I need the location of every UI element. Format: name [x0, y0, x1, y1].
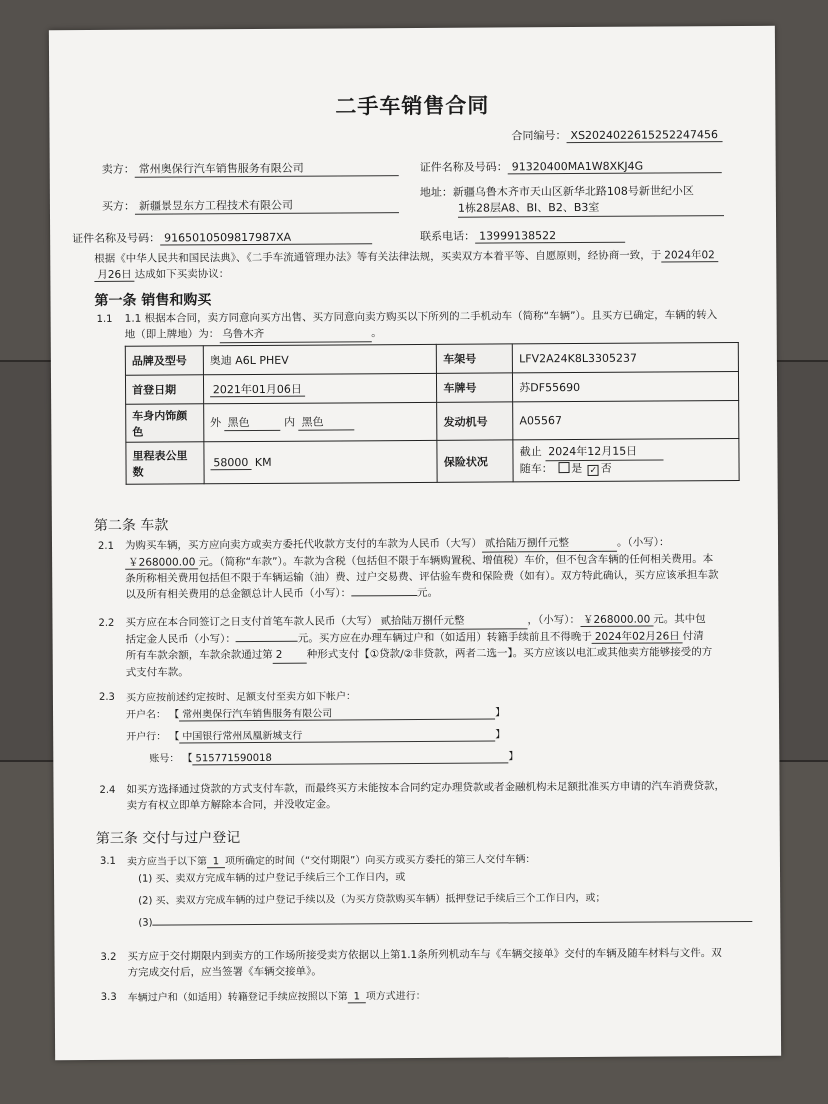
delivery-option: 1 — [207, 856, 225, 868]
account-name-label: 开户名： — [126, 709, 167, 721]
buyer-row — [102, 196, 399, 215]
clause-2-3-number: 2.3 — [98, 691, 115, 703]
color-cell — [203, 402, 437, 441]
clause-2-1-text-2: 元。（简称“车款”）。车款为含税（包括但不限于车辆购置税、增值税）车价，但不包含车辆的任何相关费用。本 — [198, 553, 714, 569]
mileage-value: 58000 — [210, 456, 251, 470]
clause-2-2-number: 2.2 — [98, 617, 115, 629]
vehicle-row — [126, 401, 739, 443]
delivery-option-3-label: (3) — [138, 917, 153, 929]
deposit-blank — [236, 641, 298, 642]
interior-color: 黑色 — [299, 413, 355, 430]
clause-3-3 — [128, 987, 426, 1005]
clause-2-2-text-7: 种形式支付【①贷款/②非贷款，两者二选一】。买方应该以电汇或其他卖方能够接受的方 — [306, 646, 713, 661]
address-line-1: 新疆乌鲁木齐市天山区新华北路108号新世纪小区 — [452, 184, 694, 199]
buyer-cert-value: 9165010509817987XA — [160, 230, 372, 245]
clause-2-2-text-3: 括定金人民币（小写）： — [125, 633, 236, 646]
phone-value: 13999138522 — [475, 229, 625, 244]
bank-name: 中国银行常州凤凰新城支行 — [179, 726, 495, 744]
clause-2-2-text-4: 元。买方应在办理车辆过户和（如适用）转籍手续前且不得晚于 — [297, 630, 592, 645]
clause-2-1-number: 2.1 — [97, 540, 114, 552]
bracket-close: 】 — [495, 707, 506, 719]
seller-cert-label: 证件名称及号码： — [419, 160, 508, 174]
price-amount: ￥268000.00 — [125, 556, 198, 569]
first-payment-capital: 贰拾陆万捌仟元整 — [377, 612, 527, 630]
bracket-close: 】 — [495, 729, 506, 741]
buyer-label: 买方： — [101, 199, 135, 213]
account-number: 515771590018 — [192, 751, 508, 765]
clause-3-2-text: 买方应于交付期限内到卖方的工作场所接受卖方依据以上第1.1条所列机动车与《车辆交接单》交付的车辆及随车材料与文件。双 — [127, 947, 722, 963]
article-1-heading: 第一条 销售和购买 — [94, 292, 212, 309]
phone-label: 联系电话： — [420, 229, 476, 243]
clause-3-3-number: 3.3 — [100, 991, 117, 1003]
article-2-heading: 第二条 车款 — [93, 517, 169, 534]
checkbox-yes[interactable] — [558, 462, 569, 473]
vin-value: LFV2A24K8L3305237 — [513, 343, 739, 373]
address-line-2: 1栋28层A8、BI、B2、B3室 — [458, 199, 724, 218]
bracket-open: 【 — [182, 753, 193, 765]
clause-2-2-text-8: 式支付车款。 — [125, 666, 189, 679]
transfer-option: 1 — [348, 991, 366, 1003]
mileage-label: 里程表公里数 — [126, 442, 204, 484]
clause-2-3-text: 买方应按前述约定按时、足额支付至卖方如下帐户： — [125, 691, 356, 704]
engine-label: 发动机号 — [437, 402, 513, 440]
clause-period: 。 — [371, 327, 382, 340]
bracket-close: 】 — [508, 751, 519, 763]
clause-3-3-text: 车辆过户和（如适用）转籍登记手续应按照以下第 — [127, 991, 348, 1004]
clause-2-4-text: 如买方选择通过贷款的方式支付车款，而最终买方未能按本合同约定办理贷款或者金融机构未足额批准买方申请的汽车消费贷款， — [126, 780, 726, 796]
clause-1-1 — [125, 307, 765, 344]
mileage-unit: KM — [254, 455, 272, 469]
clause-2-4 — [126, 778, 772, 814]
phone-row — [420, 227, 625, 244]
vin-label: 车架号 — [437, 344, 513, 373]
clause-1-1-text: 1.1 根据本合同，卖方同意向买方出售、买方同意向卖方购买以下所列的二手机动车（简称“车辆”）。且买方已确定，车辆的转入 — [124, 309, 718, 325]
clause-2-1-text: 为购买车辆，买方应向卖方或卖方委托代收款方支付的车款为人民币（大写） — [124, 537, 483, 552]
brand-value: 奥迪 A6L PHEV — [203, 344, 437, 374]
registration-place: 乌鲁木齐 — [219, 325, 371, 343]
plate-value: 苏DF55690 — [513, 372, 739, 402]
color-label: 车身内饰颜色 — [126, 404, 204, 442]
first-reg-value: 2021年01月06日 — [210, 383, 305, 398]
first-payment-amount: ￥268000.00 — [580, 614, 653, 627]
clause-2-1 — [125, 534, 765, 603]
plate-label: 车牌号 — [437, 373, 513, 402]
delivery-option-2: (2) 买、卖双方完成车辆的过户登记手续以及（为买方贷款购买车辆）抵押登记手续后三个工作日内，或； — [138, 892, 606, 907]
insurance-cell — [513, 439, 739, 482]
preamble-end: 达成如下买卖协议： — [134, 268, 230, 281]
clause-2-2-text-2: 元。其中包 — [653, 613, 706, 626]
bank-label: 开户行： — [126, 731, 167, 743]
brand-label: 品牌及型号 — [125, 346, 203, 375]
seller-label: 卖方： — [101, 162, 135, 176]
clause-3-1 — [127, 850, 535, 868]
buyer-address — [420, 183, 724, 218]
vehicle-row — [126, 439, 739, 485]
clause-3-2-number: 3.2 — [100, 951, 117, 963]
bank-row — [126, 725, 505, 743]
clause-2-4-text-2: 卖方有权立即单方解除本合同，并没收定金。 — [126, 798, 337, 812]
delivery-option-3-blank — [152, 921, 752, 926]
contract-page — [49, 26, 781, 1060]
insurance-with-car-label: 随车： — [519, 462, 553, 476]
vehicle-row — [125, 372, 738, 405]
balance-deadline: 2024年02月26日 — [592, 630, 683, 644]
clause-2-1-text-3: 条所称相关费用包括但不限于车辆运输（油）费、过户交易费、评估验车费和保险费（如有）。双方特此确认，买方应该承担车款 — [125, 569, 719, 585]
bracket-open: 【 — [169, 731, 180, 743]
seller-name: 常州奥保行汽车销售服务有限公司 — [135, 159, 399, 178]
exterior-label: 外 — [210, 416, 222, 430]
clause-2-1-yuan: 元。 — [417, 586, 439, 599]
buyer-name: 新疆景昱东方工程技术有限公司 — [135, 196, 399, 215]
account-number-row — [149, 747, 518, 765]
preamble-date: 2024年02 — [661, 249, 718, 262]
no-label: 否 — [600, 461, 612, 475]
clause-2-1-small-label: 。（小写）： — [616, 536, 670, 549]
exterior-color: 黑色 — [225, 414, 281, 431]
first-reg-cell — [203, 373, 437, 403]
clause-2-2-text-5: 付清 — [682, 630, 704, 643]
account-name-row — [126, 703, 505, 721]
clause-3-2-text-2: 方完成交付后，应当签署《车辆交接单》。 — [127, 965, 322, 979]
price-capital: 贰拾陆万捌仟元整 — [482, 535, 617, 553]
mileage-cell — [204, 440, 438, 483]
vehicle-table — [125, 342, 740, 485]
clause-2-2-text: 买方应在本合同签订之日支付首笔车款人民币（大写） — [125, 615, 378, 629]
clause-1-1-number: 1.1 — [96, 313, 113, 325]
clause-3-3-text-2: 项方式进行： — [365, 990, 426, 1003]
insurance-label: 保险状况 — [437, 440, 513, 482]
total-amount-blank — [351, 595, 417, 596]
clause-1-1-text-2: 地（即上牌地）为： — [124, 328, 220, 341]
engine-value: A05567 — [513, 401, 739, 440]
checkbox-no[interactable]: ✓ — [589, 465, 598, 476]
buyer-cert-row — [72, 228, 372, 246]
delivery-option-3 — [138, 914, 752, 929]
contract-number-label: 合同编号： — [511, 129, 567, 143]
clause-3-1-text-2: 项所确定的时间（“交付期限”）向买方或买方委托的第三人交付车辆： — [224, 854, 536, 868]
first-reg-label: 首登日期 — [125, 375, 203, 404]
preamble-date-2: 月26日 — [94, 269, 134, 282]
yes-label: 是 — [571, 461, 583, 476]
address-label: 地址： — [419, 185, 453, 199]
article-3-heading: 第三条 交付与过户登记 — [95, 830, 241, 847]
clause-2-4-number: 2.4 — [99, 784, 116, 796]
preamble-text: 根据《中华人民共和国民法典》、《二手车流通管理办法》等有关法律法规，买卖双方本着平等、自愿原则，经协商一致，于 — [94, 249, 662, 265]
insurance-until: 2024年12月15日 — [545, 443, 663, 461]
clause-3-2 — [127, 945, 777, 981]
bracket-open: 【 — [169, 709, 180, 721]
contract-number-value: XS2024022615252247456 — [566, 128, 722, 143]
preamble — [94, 247, 744, 283]
insurance-until-label: 截止 — [519, 445, 542, 459]
clause-2-2 — [125, 611, 771, 681]
interior-label: 内 — [284, 415, 296, 429]
clause-2-1-text-4: 以及所有相关费用的总金额总计人民币（小写）： — [125, 587, 352, 601]
payment-method: 2 — [273, 647, 307, 664]
account-name: 常州奥保行汽车销售服务有限公司 — [179, 704, 495, 722]
seller-cert-value: 91320400MA1W8XKJ4G — [508, 159, 722, 174]
seller-cert-row — [420, 157, 722, 175]
clause-2-2-text-6: 所有车款余额，车款余款通过第 — [125, 648, 273, 662]
seller-row — [102, 159, 399, 178]
clause-3-1-text: 卖方应当于以下第 — [126, 856, 207, 868]
buyer-cert-label: 证件名称及号码： — [72, 231, 161, 246]
vehicle-row — [125, 343, 738, 376]
clause-3-1-number: 3.1 — [99, 855, 116, 867]
contract-number — [511, 126, 722, 143]
clause-2-2-small-label: ，（小写）： — [527, 613, 581, 627]
delivery-option-1: (1) 买、卖双方完成车辆的过户登记手续后三个工作日内，或 — [138, 872, 406, 885]
contract-title: 二手车销售合同 — [335, 93, 490, 119]
account-number-label: 账号： — [149, 753, 180, 765]
